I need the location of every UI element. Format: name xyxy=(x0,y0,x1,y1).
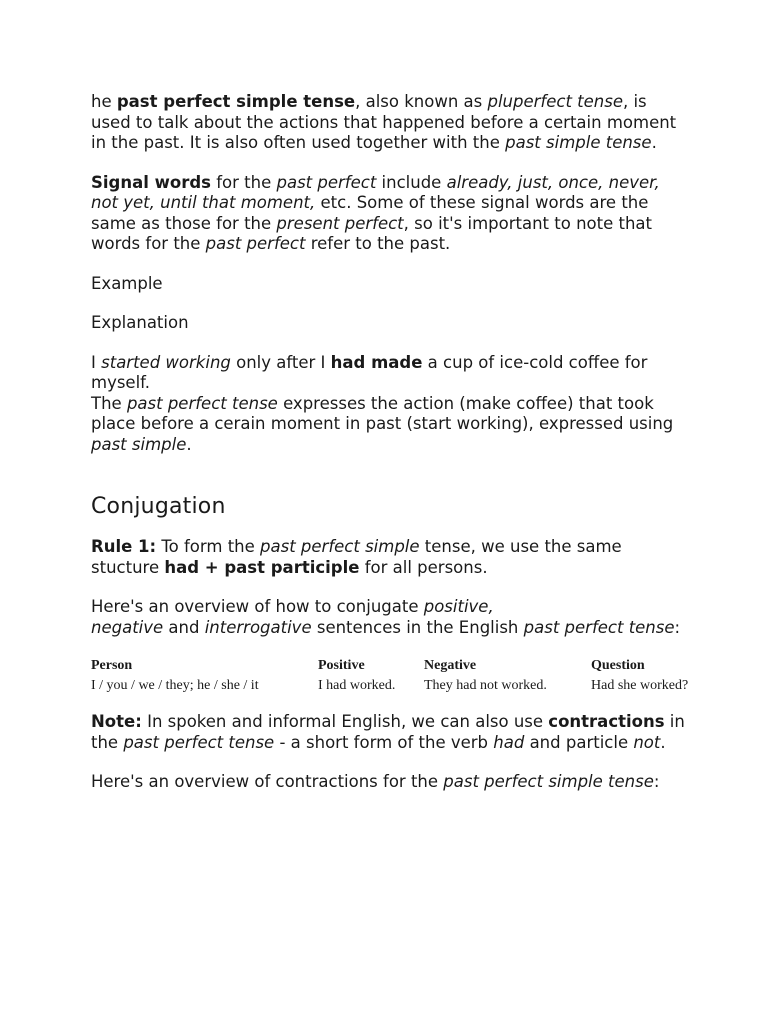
example-text-2: only after I xyxy=(230,352,331,372)
rule-1-text-1: To form the xyxy=(156,537,261,556)
note-text-3: - a short form of the verb xyxy=(274,732,494,752)
table-cell-positive: I had worked. xyxy=(318,678,396,693)
note-text-4: and particle xyxy=(524,732,634,752)
table-header-person: Person xyxy=(91,658,133,673)
signal-italic-3: present perfect xyxy=(276,213,404,233)
table-row xyxy=(91,676,703,696)
contractions-italic-1: past perfect simple tense xyxy=(443,772,654,791)
example-italic-1: started working xyxy=(101,352,231,372)
table-cell-person: I / you / we / they; he / she / it xyxy=(91,678,259,693)
explanation-italic-1: past perfect tense xyxy=(126,393,278,413)
example-sentence xyxy=(91,353,691,394)
note-bold-2: contractions xyxy=(548,712,665,731)
intro-paragraph xyxy=(91,92,691,154)
explanation-italic-2: past simple xyxy=(91,434,187,454)
table-header-negative: Negative xyxy=(424,658,477,673)
intro-bold-term: past perfect simple tense xyxy=(116,92,356,111)
signal-bold-term: Signal words xyxy=(91,172,211,192)
note-italic-1: past perfect tense xyxy=(123,732,275,752)
signal-italic-4: past perfect xyxy=(205,234,306,253)
explanation-sentence xyxy=(91,394,691,456)
contractions-overview-paragraph xyxy=(91,772,691,793)
example-bold-1: had made xyxy=(330,352,423,372)
intro-text-1: he xyxy=(91,92,117,111)
intro-text-3: , is used to talk about the actions that happened before a certain moment in the past. It is also often used together with the xyxy=(91,92,677,152)
example-text-3: a cup of ice-cold coffee for myself. xyxy=(91,352,648,392)
overview-text-3: sentences in the English xyxy=(311,617,524,637)
overview-text-4: : xyxy=(674,617,681,637)
overview-paragraph xyxy=(91,597,691,638)
example-text-1: I xyxy=(91,352,102,372)
intro-italic-term: pluperfect tense xyxy=(487,92,623,111)
signal-text-5: refer to the past. xyxy=(305,234,451,253)
note-text-2: in the xyxy=(91,712,685,752)
note-paragraph xyxy=(91,712,691,753)
table-header-positive: Positive xyxy=(318,658,365,673)
rule-1-label: Rule 1: xyxy=(91,537,157,556)
rule-1-bold-2: had + past participle xyxy=(164,557,360,577)
rule-1-paragraph xyxy=(91,537,691,578)
note-text-5: . xyxy=(660,732,666,752)
intro-text-4: . xyxy=(651,133,657,152)
table-header-question: Question xyxy=(591,658,645,673)
example-label: Example xyxy=(91,273,163,293)
intro-text-2: , also known as xyxy=(355,92,488,111)
explanation-text-1: The xyxy=(91,393,127,413)
signal-words-paragraph xyxy=(91,173,691,255)
overview-text-1: Here's an overview of how to conjugate xyxy=(91,597,424,616)
rule-1-italic-1: past perfect simple xyxy=(260,537,420,556)
intro-italic-term-2: past simple tense xyxy=(505,133,652,152)
table-cell-question: Had she worked? xyxy=(591,678,689,693)
signal-text-4: , so it's important to note that words for the xyxy=(91,213,653,253)
explanation-text-3: . xyxy=(186,434,192,454)
overview-italic-2: negative xyxy=(91,617,164,637)
signal-text-3: etc. Some of these signal words are the same as those for the xyxy=(91,193,649,233)
conjugation-heading: Conjugation xyxy=(91,494,226,519)
note-label: Note: xyxy=(91,712,142,731)
rule-1-text-2: tense, we use the same stucture xyxy=(91,537,622,577)
rule-1-text-3: for all persons. xyxy=(359,557,488,577)
overview-italic-1: positive, xyxy=(423,597,494,616)
explanation-label: Explanation xyxy=(91,313,189,332)
overview-text-2: and xyxy=(163,617,205,637)
note-italic-2: had xyxy=(493,732,525,752)
conjugation-table xyxy=(91,656,703,696)
signal-italic-2: already, just, once, never, not yet, until that moment, xyxy=(91,172,660,212)
explanation-text-2: expresses the action (make coffee) that took place before a cerain moment in past (start working), expressed using xyxy=(91,393,674,433)
signal-text-2: include xyxy=(376,172,447,192)
signal-italic-1: past perfect xyxy=(276,172,377,192)
document-page xyxy=(91,92,691,793)
contractions-text-2: : xyxy=(653,772,660,791)
signal-text-1: for the xyxy=(210,172,277,192)
note-text-1: In spoken and informal English, we can also use xyxy=(141,712,549,731)
overview-italic-4: past perfect tense xyxy=(523,617,675,637)
table-header-row xyxy=(91,656,703,676)
overview-italic-3: interrogative xyxy=(204,617,312,637)
table-cell-negative: They had not worked. xyxy=(424,678,547,693)
note-italic-3: not xyxy=(633,732,661,752)
contractions-text-1: Here's an overview of contractions for the xyxy=(91,772,444,791)
